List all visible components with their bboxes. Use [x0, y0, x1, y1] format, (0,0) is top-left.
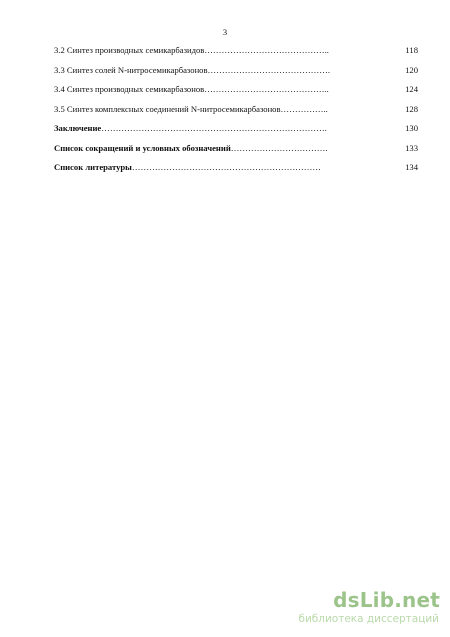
toc-entry-references [54, 162, 418, 182]
toc-entry-conclusion [54, 123, 418, 143]
page-number: 3 [222, 27, 228, 37]
toc-entry-page: 124 [405, 84, 418, 94]
dslib-watermark [270, 589, 440, 629]
toc-entry-page: 128 [405, 103, 418, 114]
toc-entry-abbreviations [54, 143, 418, 163]
toc-entry-leader: ……………………………. [230, 142, 328, 153]
toc-entry-page: 134 [405, 162, 418, 172]
toc-entry-3-5 [54, 104, 418, 124]
toc-entry-title: 3.5 Синтез комплексных соединений N-нитросемикарбазонов [54, 103, 281, 114]
toc-entry-leader: …………………………………….. [204, 45, 329, 55]
toc-entry-title: 3.4 Синтез производных семикарбазонов [54, 84, 205, 94]
toc-entry-leader: …………….. [280, 103, 328, 114]
toc-entry-title: 3.3 Синтез солей N-нитросемикарбазонов [54, 64, 208, 75]
toc-entry-page: 133 [405, 142, 418, 153]
toc-entry-leader: …………………………………….. [204, 84, 329, 94]
dslib-subtitle: библиотека диссертаций [298, 613, 439, 625]
toc-entry-3-2 [54, 45, 418, 65]
toc-entry-title: 3.2 Синтез производных семикарбазидов [54, 45, 205, 55]
toc-entry-page: 118 [405, 45, 418, 55]
toc-entry-page: 130 [405, 123, 418, 133]
toc-entry-leader: ……………………………………………………………………. [101, 123, 327, 133]
table-of-contents [54, 45, 418, 182]
toc-entry-title: Заключение [54, 123, 102, 133]
toc-entry-3-4 [54, 84, 418, 104]
toc-entry-title: Список сокращений и условных обозначений [54, 142, 231, 153]
toc-entry-leader: ………………………………………………………… [131, 162, 321, 172]
dslib-logo: dsLib.net [333, 588, 440, 612]
toc-entry-leader: ……………………………………. [207, 64, 330, 75]
toc-entry-title: Список литературы [54, 162, 132, 172]
toc-entry-3-3 [54, 65, 418, 85]
toc-entry-page: 120 [405, 64, 418, 75]
